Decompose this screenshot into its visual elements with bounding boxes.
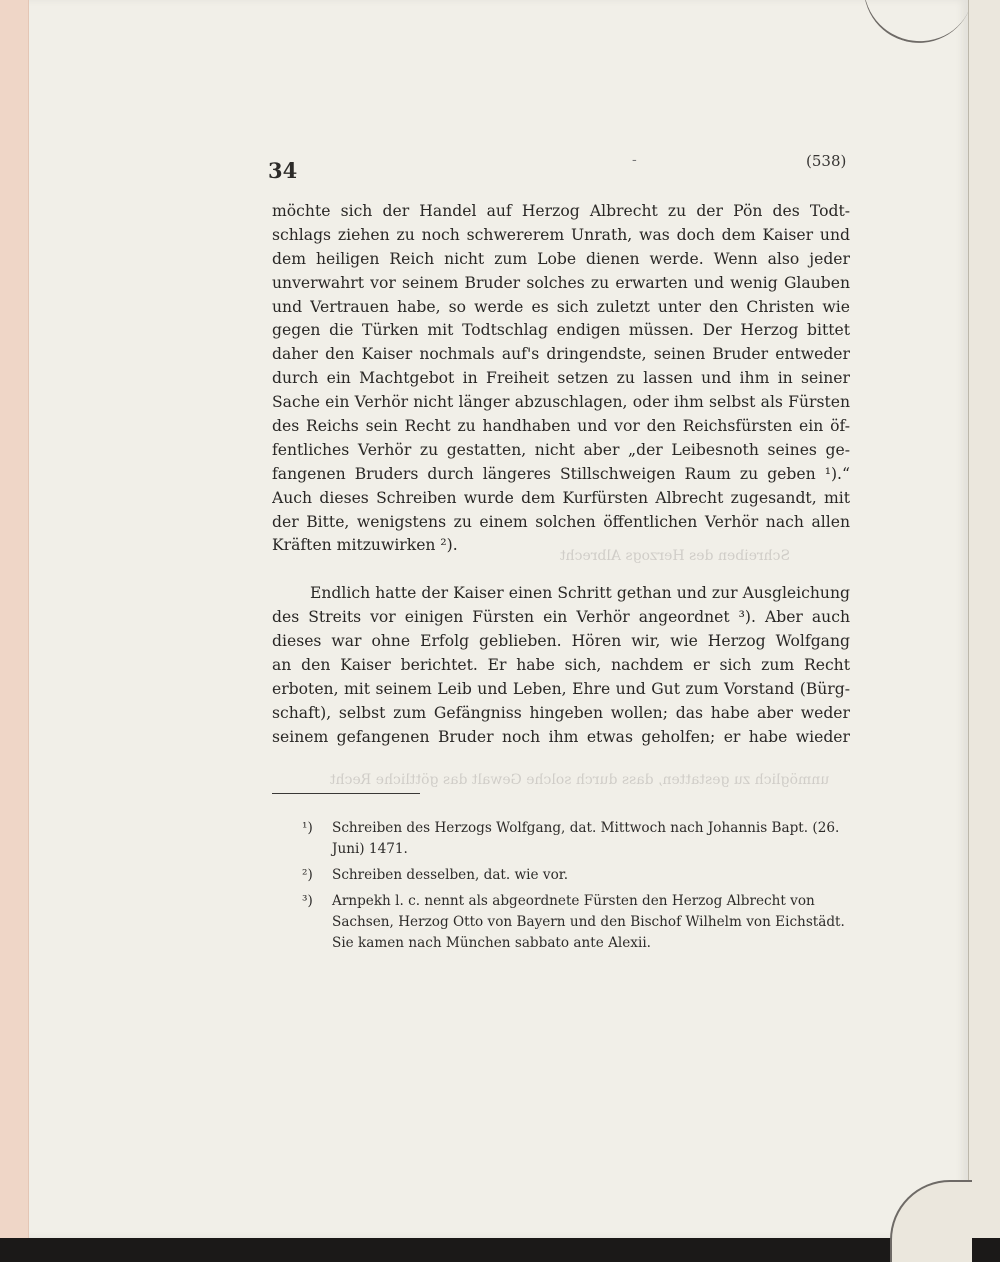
text-line: schlags ziehen zu noch schwererem Unrath, was doch dem Kaiser und xyxy=(272,225,850,244)
footnote xyxy=(302,865,854,886)
page-corner-curl-top xyxy=(850,0,977,57)
page-left-edge xyxy=(0,0,29,1238)
footnotes xyxy=(302,818,854,959)
text-line: Kräften mitzuwirken ²). xyxy=(272,536,458,555)
text-line: dieses war ohne Erfolg geblieben. Hören wir, wie Herzog Wolfgang xyxy=(272,632,850,651)
text-line: möchte sich der Handel auf Herzog Albrecht zu der Pön des Todt- xyxy=(272,202,850,220)
page-number: 34 xyxy=(268,158,298,183)
text-line: daher den Kaiser nochmals auf's dringendste, seinen Bruder entweder xyxy=(272,345,850,364)
next-page-edge xyxy=(968,0,1000,1238)
footnote-text: Arnpekh l. c. nennt als abgeordnete Fürsten den Herzog Albrecht von Sachsen, Herzog Otto von Bayern und den Bischof Wilhelm von Eichstädt. Sie kamen nach München sabbato ante Alexii. xyxy=(332,893,845,951)
main-text xyxy=(272,200,850,750)
text-line: fentliches Verhör zu gestatten, nicht aber „der Leibesnoth seines ge- xyxy=(272,440,850,459)
text-line: durch ein Machtgebot in Freiheit setzen zu lassen und ihm in seiner xyxy=(272,369,850,388)
bleed-through-text: Schreiben des Herzogs Albrecht xyxy=(560,548,791,564)
footnote-mark: ²) xyxy=(302,867,313,883)
footnote-separator xyxy=(272,793,420,794)
text-line: seinem gefangenen Bruder noch ihm etwas geholfen; er habe wieder xyxy=(272,727,850,746)
paragraph-2 xyxy=(272,582,850,749)
text-line: Sache ein Verhör nicht länger abzuschlagen, oder ihm selbst als Fürsten xyxy=(272,393,850,412)
paragraph-1 xyxy=(272,200,850,558)
footnote-mark: ³) xyxy=(302,893,313,909)
footnote-text: Schreiben desselben, dat. wie vor. xyxy=(332,867,569,883)
text-line: des Streits vor einigen Fürsten ein Verhör angeordnet ³). Aber auch xyxy=(272,608,850,627)
text-line: des Reichs sein Recht zu handhaben und vor den Reichsfürsten ein öf- xyxy=(272,417,850,436)
text-line: und Vertrauen habe, so werde es sich zuletzt unter den Christen wie xyxy=(272,297,850,316)
footnote xyxy=(302,818,854,860)
text-line: schaft), selbst zum Gefängniss hingeben wollen; das habe aber weder xyxy=(272,703,850,722)
print-mark: - xyxy=(632,152,637,168)
bleed-through-text: unmöglich zu gestatten, dass durch solche Gewalt das göttliche Recht xyxy=(330,772,830,788)
text-line: erboten, mit seinem Leib und Leben, Ehre und Gut zum Vorstand (Bürg- xyxy=(272,679,850,698)
text-line: Auch dieses Schreiben wurde dem Kurfürsten Albrecht zugesandt, mit xyxy=(272,488,850,507)
text-line: der Bitte, wenigstens zu einem solchen öffentlichen Verhör nach allen xyxy=(272,512,850,531)
text-line: dem heiligen Reich nicht zum Lobe dienen werde. Wenn also jeder xyxy=(272,249,850,268)
text-line: Endlich hatte der Kaiser einen Schritt gethan und zur Ausgleichung xyxy=(310,584,850,603)
text-line: unverwahrt vor seinem Bruder solches zu erwarten und wenig Glauben xyxy=(272,273,850,292)
text-line: an den Kaiser berichtet. Er habe sich, nachdem er sich zum Recht xyxy=(272,656,850,675)
footnote-mark: ¹) xyxy=(302,820,313,836)
page-reference: (538) xyxy=(806,152,847,170)
text-line: gegen die Türken mit Todtschlag endigen müssen. Der Herzog bittet xyxy=(272,321,850,340)
footnote-text: Schreiben des Herzogs Wolfgang, dat. Mittwoch nach Johannis Bapt. (26. Juni) 1471. xyxy=(332,820,840,857)
text-line: fangenen Bruders durch längeres Stillschweigen Raum zu geben ¹).“ xyxy=(272,464,850,483)
footnote xyxy=(302,891,854,954)
